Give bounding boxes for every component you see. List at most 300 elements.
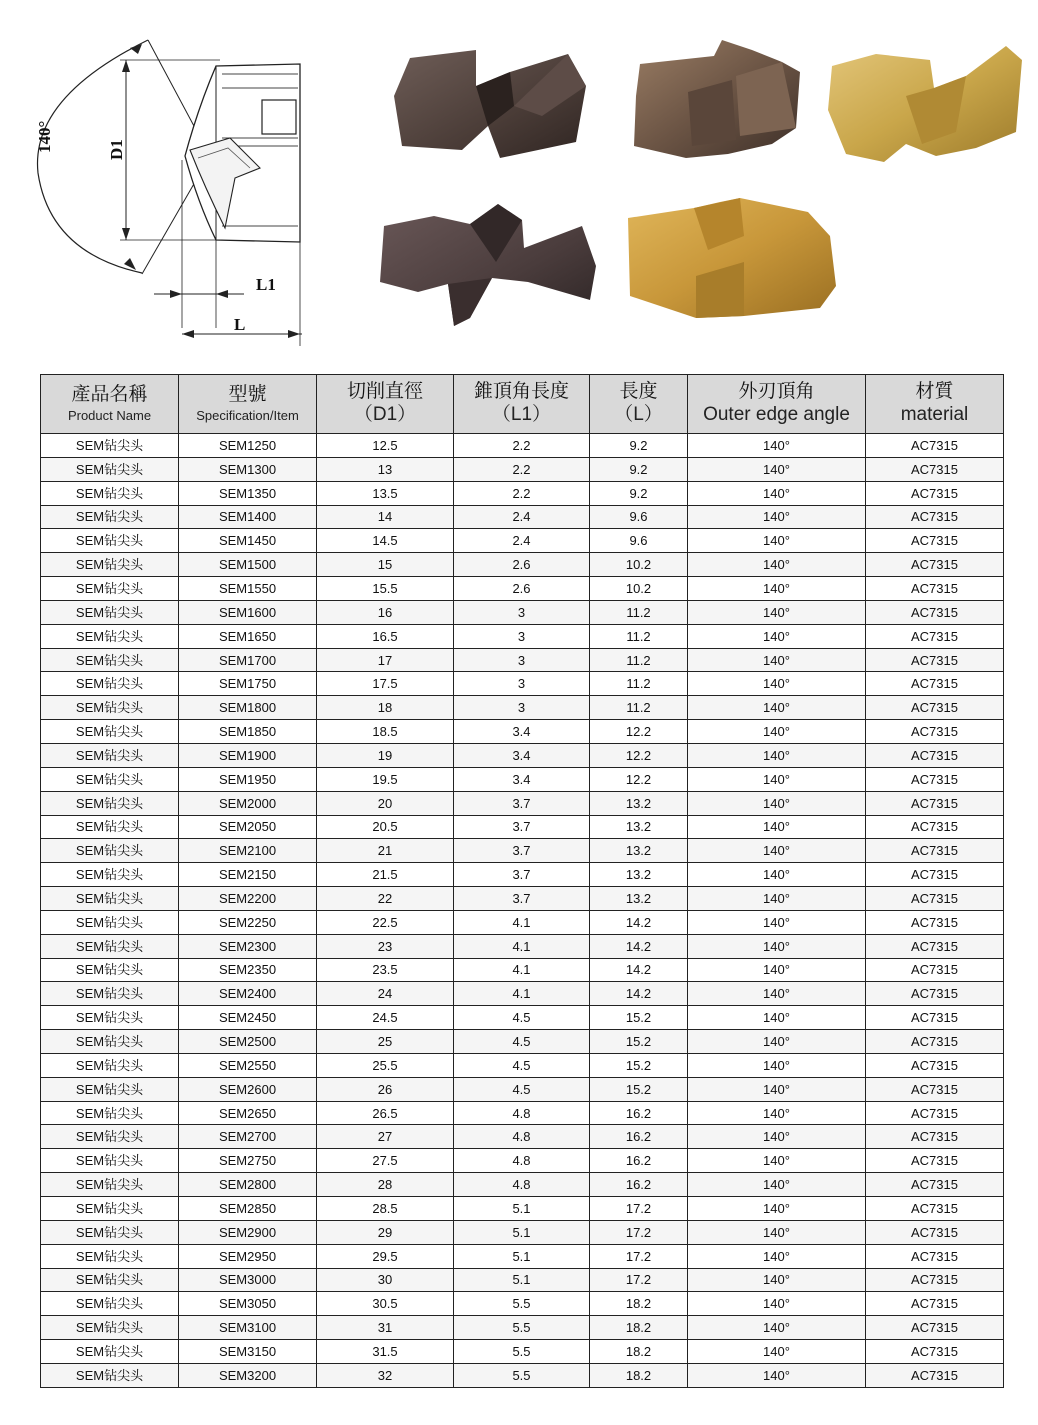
product-name-cell: SEM钻尖头 (41, 1053, 179, 1077)
header-en: （D1） (353, 404, 417, 425)
tip-length-cell: 4.5 (454, 1077, 590, 1101)
product-name-cell: SEM钻尖头 (41, 529, 179, 553)
material-cell: AC7315 (866, 505, 1004, 529)
product-name-cell: SEM钻尖头 (41, 600, 179, 624)
outer-edge-angle-cell: 140° (688, 1030, 866, 1054)
table-row (41, 529, 1004, 553)
outer-edge-angle-cell: 140° (688, 887, 866, 911)
cutting-diameter-cell: 22 (317, 887, 454, 911)
table-header (41, 375, 1004, 434)
l1-label: L1 (256, 275, 276, 294)
product-name-cell: SEM钻尖头 (41, 1006, 179, 1030)
dark-insert-side-view-photo (378, 196, 600, 330)
table-row (41, 1030, 1004, 1054)
product-name-cell: SEM钻尖头 (41, 910, 179, 934)
tip-length-cell: 5.1 (454, 1220, 590, 1244)
product-name-cell: SEM钻尖头 (41, 1125, 179, 1149)
dark-coated-insert-photo (392, 46, 588, 164)
length-cell: 16.2 (590, 1173, 688, 1197)
table-row (41, 1340, 1004, 1364)
product-name-cell: SEM钻尖头 (41, 720, 179, 744)
length-cell: 11.2 (590, 624, 688, 648)
material-cell: AC7315 (866, 696, 1004, 720)
product-name-cell: SEM钻尖头 (41, 1149, 179, 1173)
cutting-diameter-cell: 31 (317, 1316, 454, 1340)
table-row (41, 958, 1004, 982)
product-name-cell: SEM钻尖头 (41, 1340, 179, 1364)
tip-length-cell: 3.4 (454, 720, 590, 744)
length-cell: 11.2 (590, 696, 688, 720)
material-cell: AC7315 (866, 1197, 1004, 1221)
material-cell: AC7315 (866, 1101, 1004, 1125)
outer-edge-angle-cell: 140° (688, 863, 866, 887)
outer-edge-angle-cell: 140° (688, 434, 866, 458)
table-row (41, 1363, 1004, 1387)
spec-cell: SEM2200 (179, 887, 317, 911)
cutting-diameter-cell: 27.5 (317, 1149, 454, 1173)
col-header-product-name (41, 375, 179, 434)
spec-cell: SEM2250 (179, 910, 317, 934)
material-cell: AC7315 (866, 1316, 1004, 1340)
length-cell: 11.2 (590, 600, 688, 624)
outer-edge-angle-cell: 140° (688, 457, 866, 481)
spec-cell: SEM2100 (179, 839, 317, 863)
gold-insert-side-view-photo (624, 196, 838, 326)
cutting-diameter-cell: 29 (317, 1220, 454, 1244)
col-header-length (590, 375, 688, 434)
length-cell: 14.2 (590, 982, 688, 1006)
material-cell: AC7315 (866, 648, 1004, 672)
table-row (41, 767, 1004, 791)
spec-cell: SEM3200 (179, 1363, 317, 1387)
tip-length-cell: 3 (454, 648, 590, 672)
header-zh: 錐頂角長度 (473, 381, 569, 403)
table-row (41, 1053, 1004, 1077)
length-cell: 12.2 (590, 743, 688, 767)
spec-cell: SEM2050 (179, 815, 317, 839)
header-zh: 切削直徑 (346, 381, 423, 403)
material-cell: AC7315 (866, 958, 1004, 982)
material-cell: AC7315 (866, 839, 1004, 863)
length-cell: 9.2 (590, 481, 688, 505)
length-cell: 16.2 (590, 1101, 688, 1125)
length-cell: 14.2 (590, 958, 688, 982)
material-cell: AC7315 (866, 720, 1004, 744)
spec-cell: SEM1300 (179, 457, 317, 481)
product-name-cell: SEM钻尖头 (41, 505, 179, 529)
material-cell: AC7315 (866, 815, 1004, 839)
length-cell: 18.2 (590, 1292, 688, 1316)
length-cell: 15.2 (590, 1006, 688, 1030)
cutting-diameter-cell: 17 (317, 648, 454, 672)
table-row (41, 1268, 1004, 1292)
product-name-cell: SEM钻尖头 (41, 553, 179, 577)
length-cell: 12.2 (590, 720, 688, 744)
product-name-cell: SEM钻尖头 (41, 863, 179, 887)
length-cell: 17.2 (590, 1244, 688, 1268)
table-row (41, 887, 1004, 911)
outer-edge-angle-cell: 140° (688, 839, 866, 863)
material-cell: AC7315 (866, 887, 1004, 911)
length-cell: 15.2 (590, 1030, 688, 1054)
product-name-cell: SEM钻尖头 (41, 743, 179, 767)
header-en: Specification/Item (196, 407, 299, 423)
material-cell: AC7315 (866, 982, 1004, 1006)
table-row (41, 863, 1004, 887)
table-row (41, 1292, 1004, 1316)
material-cell: AC7315 (866, 1077, 1004, 1101)
material-cell: AC7315 (866, 600, 1004, 624)
cutting-diameter-cell: 26 (317, 1077, 454, 1101)
length-cell: 16.2 (590, 1125, 688, 1149)
table-row (41, 624, 1004, 648)
tip-length-cell: 3.7 (454, 863, 590, 887)
outer-edge-angle-cell: 140° (688, 1053, 866, 1077)
length-cell: 17.2 (590, 1197, 688, 1221)
tip-length-cell: 3.7 (454, 815, 590, 839)
product-name-cell: SEM钻尖头 (41, 982, 179, 1006)
table-row (41, 553, 1004, 577)
table-row (41, 1173, 1004, 1197)
product-name-cell: SEM钻尖头 (41, 648, 179, 672)
tip-length-cell: 4.5 (454, 1006, 590, 1030)
spec-cell: SEM2300 (179, 934, 317, 958)
cutting-diameter-cell: 14 (317, 505, 454, 529)
product-name-cell: SEM钻尖头 (41, 577, 179, 601)
cutting-diameter-cell: 13.5 (317, 481, 454, 505)
outer-edge-angle-cell: 140° (688, 553, 866, 577)
spec-cell: SEM3050 (179, 1292, 317, 1316)
length-cell: 11.2 (590, 648, 688, 672)
table-row (41, 934, 1004, 958)
outer-edge-angle-cell: 140° (688, 934, 866, 958)
length-cell: 14.2 (590, 934, 688, 958)
length-cell: 13.2 (590, 815, 688, 839)
table-row (41, 1149, 1004, 1173)
outer-edge-angle-cell: 140° (688, 910, 866, 934)
material-cell: AC7315 (866, 1030, 1004, 1054)
cutting-diameter-cell: 28.5 (317, 1197, 454, 1221)
spec-cell: SEM2950 (179, 1244, 317, 1268)
header-en: material (900, 404, 969, 425)
col-header-tip-length (454, 375, 590, 434)
outer-edge-angle-cell: 140° (688, 577, 866, 601)
table-row (41, 481, 1004, 505)
length-cell: 13.2 (590, 863, 688, 887)
material-cell: AC7315 (866, 529, 1004, 553)
table-row (41, 815, 1004, 839)
cutting-diameter-cell: 20 (317, 791, 454, 815)
outer-edge-angle-cell: 140° (688, 1197, 866, 1221)
material-cell: AC7315 (866, 1006, 1004, 1030)
cutting-diameter-cell: 25 (317, 1030, 454, 1054)
header-row (41, 375, 1004, 434)
cutting-diameter-cell: 23.5 (317, 958, 454, 982)
header-en: Product Name (67, 407, 152, 423)
spec-cell: SEM2900 (179, 1220, 317, 1244)
spec-cell: SEM2400 (179, 982, 317, 1006)
col-header-material (866, 375, 1004, 434)
length-cell: 13.2 (590, 791, 688, 815)
col-header-cutting-diameter (317, 375, 454, 434)
cutting-diameter-cell: 26.5 (317, 1101, 454, 1125)
product-name-cell: SEM钻尖头 (41, 1077, 179, 1101)
product-name-cell: SEM钻尖头 (41, 1244, 179, 1268)
tip-length-cell: 3.4 (454, 743, 590, 767)
table-row (41, 505, 1004, 529)
d1-label: D1 (107, 139, 126, 160)
outer-edge-angle-cell: 140° (688, 1125, 866, 1149)
tip-length-cell: 5.5 (454, 1316, 590, 1340)
outer-edge-angle-cell: 140° (688, 1340, 866, 1364)
material-cell: AC7315 (866, 1292, 1004, 1316)
tip-length-cell: 2.6 (454, 577, 590, 601)
length-cell: 11.2 (590, 672, 688, 696)
spec-cell: SEM1850 (179, 720, 317, 744)
cutting-diameter-cell: 12.5 (317, 434, 454, 458)
length-cell: 9.2 (590, 434, 688, 458)
material-cell: AC7315 (866, 553, 1004, 577)
length-cell: 15.2 (590, 1077, 688, 1101)
tip-length-cell: 4.8 (454, 1173, 590, 1197)
material-cell: AC7315 (866, 1125, 1004, 1149)
cutting-diameter-cell: 15.5 (317, 577, 454, 601)
outer-edge-angle-cell: 140° (688, 720, 866, 744)
table-row (41, 910, 1004, 934)
tip-length-cell: 3 (454, 696, 590, 720)
table-row (41, 1077, 1004, 1101)
tip-length-cell: 4.8 (454, 1149, 590, 1173)
material-cell: AC7315 (866, 1268, 1004, 1292)
tip-length-cell: 5.5 (454, 1340, 590, 1364)
product-name-cell: SEM钻尖头 (41, 481, 179, 505)
spec-cell: SEM2350 (179, 958, 317, 982)
spec-cell: SEM2850 (179, 1197, 317, 1221)
outer-edge-angle-cell: 140° (688, 505, 866, 529)
tip-length-cell: 2.6 (454, 553, 590, 577)
cutting-diameter-cell: 15 (317, 553, 454, 577)
length-cell: 13.2 (590, 839, 688, 863)
material-cell: AC7315 (866, 434, 1004, 458)
length-cell: 9.6 (590, 505, 688, 529)
cutting-diameter-cell: 21 (317, 839, 454, 863)
spec-cell: SEM2000 (179, 791, 317, 815)
cutting-diameter-cell: 13 (317, 457, 454, 481)
header-zh: 材質 (915, 381, 954, 403)
material-cell: AC7315 (866, 1173, 1004, 1197)
table-row (41, 1316, 1004, 1340)
outer-edge-angle-cell: 140° (688, 1006, 866, 1030)
table-row (41, 1197, 1004, 1221)
bronze-coated-insert-photo (632, 36, 804, 162)
cutting-diameter-cell: 32 (317, 1363, 454, 1387)
spec-cell: SEM1700 (179, 648, 317, 672)
product-name-cell: SEM钻尖头 (41, 672, 179, 696)
outer-edge-angle-cell: 140° (688, 1268, 866, 1292)
cutting-diameter-cell: 18 (317, 696, 454, 720)
table-row (41, 743, 1004, 767)
cutting-diameter-cell: 24.5 (317, 1006, 454, 1030)
outer-edge-angle-cell: 140° (688, 696, 866, 720)
outer-edge-angle-cell: 140° (688, 1101, 866, 1125)
length-cell: 13.2 (590, 887, 688, 911)
tip-length-cell: 3 (454, 600, 590, 624)
cutting-diameter-cell: 29.5 (317, 1244, 454, 1268)
col-header-specification (179, 375, 317, 434)
product-name-cell: SEM钻尖头 (41, 1220, 179, 1244)
table-row (41, 434, 1004, 458)
cutting-diameter-cell: 22.5 (317, 910, 454, 934)
tip-length-cell: 2.2 (454, 434, 590, 458)
spec-cell: SEM1600 (179, 600, 317, 624)
material-cell: AC7315 (866, 624, 1004, 648)
material-cell: AC7315 (866, 1363, 1004, 1387)
outer-edge-angle-cell: 140° (688, 1363, 866, 1387)
cutting-diameter-cell: 21.5 (317, 863, 454, 887)
material-cell: AC7315 (866, 767, 1004, 791)
length-cell: 17.2 (590, 1220, 688, 1244)
length-cell: 9.2 (590, 457, 688, 481)
table-row (41, 1101, 1004, 1125)
material-cell: AC7315 (866, 1053, 1004, 1077)
product-name-cell: SEM钻尖头 (41, 767, 179, 791)
spec-cell: SEM2150 (179, 863, 317, 887)
outer-edge-angle-cell: 140° (688, 982, 866, 1006)
table-row (41, 982, 1004, 1006)
length-cell: 12.2 (590, 767, 688, 791)
outer-edge-angle-cell: 140° (688, 767, 866, 791)
length-cell: 10.2 (590, 553, 688, 577)
material-cell: AC7315 (866, 577, 1004, 601)
product-name-cell: SEM钻尖头 (41, 791, 179, 815)
material-cell: AC7315 (866, 481, 1004, 505)
product-name-cell: SEM钻尖头 (41, 815, 179, 839)
product-name-cell: SEM钻尖头 (41, 434, 179, 458)
material-cell: AC7315 (866, 910, 1004, 934)
cutting-diameter-cell: 30 (317, 1268, 454, 1292)
tip-length-cell: 5.5 (454, 1292, 590, 1316)
tip-length-cell: 2.4 (454, 529, 590, 553)
outer-edge-angle-cell: 140° (688, 481, 866, 505)
tip-length-cell: 4.5 (454, 1053, 590, 1077)
table-row (41, 1244, 1004, 1268)
material-cell: AC7315 (866, 863, 1004, 887)
table-row (41, 457, 1004, 481)
product-name-cell: SEM钻尖头 (41, 839, 179, 863)
table-row (41, 600, 1004, 624)
length-cell: 18.2 (590, 1363, 688, 1387)
header-en: （L） (614, 404, 663, 425)
tip-length-cell: 3.7 (454, 839, 590, 863)
outer-edge-angle-cell: 140° (688, 1244, 866, 1268)
cutting-diameter-cell: 19.5 (317, 767, 454, 791)
product-name-cell: SEM钻尖头 (41, 1197, 179, 1221)
spec-cell: SEM2800 (179, 1173, 317, 1197)
tip-length-cell: 2.4 (454, 505, 590, 529)
outer-edge-angle-cell: 140° (688, 743, 866, 767)
table-body (41, 434, 1004, 1388)
table-row (41, 672, 1004, 696)
cutting-diameter-cell: 28 (317, 1173, 454, 1197)
spec-cell: SEM2750 (179, 1149, 317, 1173)
cutting-diameter-cell: 18.5 (317, 720, 454, 744)
tip-length-cell: 4.1 (454, 934, 590, 958)
length-cell: 14.2 (590, 910, 688, 934)
outer-edge-angle-cell: 140° (688, 1292, 866, 1316)
outer-edge-angle-cell: 140° (688, 1316, 866, 1340)
drill-tip-diagram (30, 28, 320, 350)
tip-length-cell: 3.7 (454, 887, 590, 911)
material-cell: AC7315 (866, 672, 1004, 696)
cutting-diameter-cell: 23 (317, 934, 454, 958)
spec-table (40, 374, 1004, 1388)
cutting-diameter-cell: 19 (317, 743, 454, 767)
tip-length-cell: 4.8 (454, 1101, 590, 1125)
length-cell: 18.2 (590, 1316, 688, 1340)
header-zh: 長度 (619, 381, 658, 403)
cutting-diameter-cell: 16 (317, 600, 454, 624)
length-cell: 18.2 (590, 1340, 688, 1364)
outer-edge-angle-cell: 140° (688, 1220, 866, 1244)
outer-edge-angle-cell: 140° (688, 791, 866, 815)
col-header-outer-edge-angle (688, 375, 866, 434)
tip-length-cell: 2.2 (454, 481, 590, 505)
product-name-cell: SEM钻尖头 (41, 1363, 179, 1387)
spec-cell: SEM1650 (179, 624, 317, 648)
spec-cell: SEM1900 (179, 743, 317, 767)
product-name-cell: SEM钻尖头 (41, 457, 179, 481)
cutting-diameter-cell: 14.5 (317, 529, 454, 553)
table-row (41, 791, 1004, 815)
product-name-cell: SEM钻尖头 (41, 1292, 179, 1316)
table-row (41, 1006, 1004, 1030)
outer-edge-angle-cell: 140° (688, 815, 866, 839)
spec-cell: SEM1450 (179, 529, 317, 553)
outer-edge-angle-cell: 140° (688, 1149, 866, 1173)
spec-cell: SEM1350 (179, 481, 317, 505)
spec-cell: SEM3150 (179, 1340, 317, 1364)
gold-coated-insert-photo (826, 36, 1026, 164)
product-name-cell: SEM钻尖头 (41, 887, 179, 911)
cutting-diameter-cell: 16.5 (317, 624, 454, 648)
header-en: Outer edge angle (703, 404, 850, 425)
outer-edge-angle-cell: 140° (688, 1077, 866, 1101)
outer-edge-angle-cell: 140° (688, 600, 866, 624)
tip-length-cell: 3 (454, 624, 590, 648)
table-row (41, 1220, 1004, 1244)
material-cell: AC7315 (866, 791, 1004, 815)
spec-cell: SEM1500 (179, 553, 317, 577)
spec-cell: SEM1800 (179, 696, 317, 720)
outer-edge-angle-cell: 140° (688, 529, 866, 553)
header-zh: 產品名稱 (71, 383, 148, 405)
cutting-diameter-cell: 27 (317, 1125, 454, 1149)
tip-length-cell: 4.1 (454, 958, 590, 982)
cutting-diameter-cell: 20.5 (317, 815, 454, 839)
tip-length-cell: 5.1 (454, 1244, 590, 1268)
spec-cell: SEM3000 (179, 1268, 317, 1292)
product-name-cell: SEM钻尖头 (41, 624, 179, 648)
spec-cell: SEM2700 (179, 1125, 317, 1149)
outer-edge-angle-cell: 140° (688, 672, 866, 696)
cutting-diameter-cell: 24 (317, 982, 454, 1006)
tip-length-cell: 4.5 (454, 1030, 590, 1054)
cutting-diameter-cell: 17.5 (317, 672, 454, 696)
spec-cell: SEM1550 (179, 577, 317, 601)
header-en: （L1） (491, 404, 552, 425)
length-cell: 9.6 (590, 529, 688, 553)
cutting-diameter-cell: 31.5 (317, 1340, 454, 1364)
